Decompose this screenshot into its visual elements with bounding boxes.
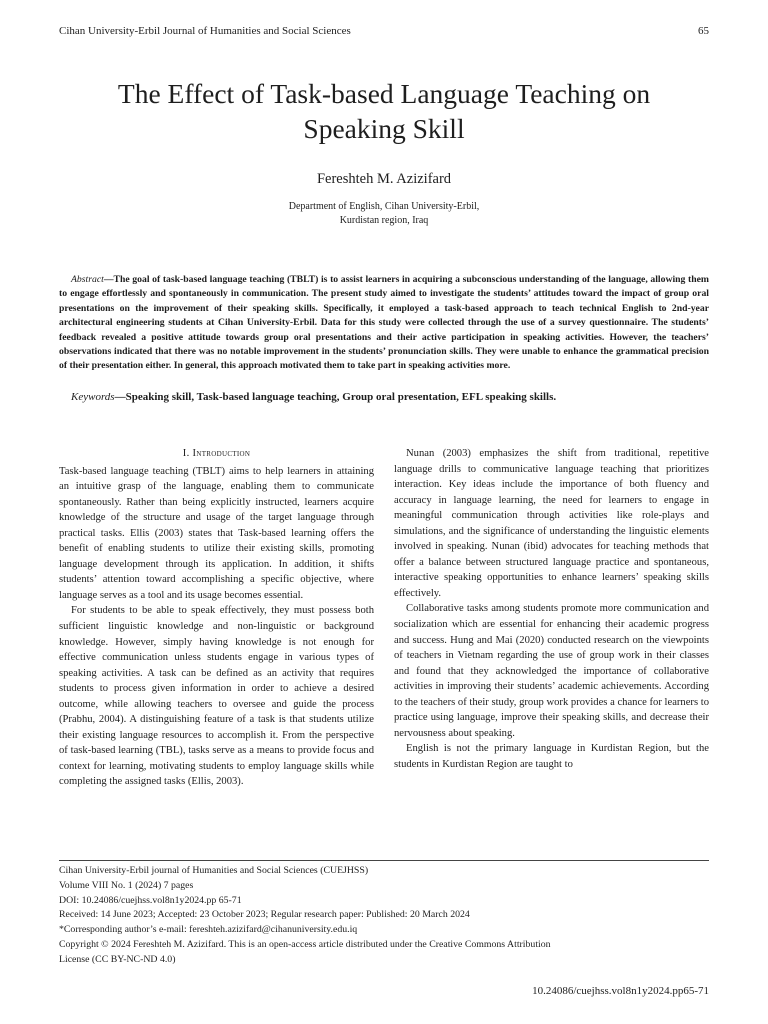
footer-info xyxy=(59,864,709,968)
paragraph: English is not the primary language in Kurdistan Region, but the students in Kurdistan Region are taught to xyxy=(394,743,709,770)
footer-line: Volume VIII No. 1 (2024) 7 pages xyxy=(59,879,194,891)
footer-dates: Received: 14 June 2023; Accepted: 23 October 2023; Regular research paper: Published: 20 March 2024 xyxy=(59,909,470,921)
footer-line: Cihan University-Erbil journal of Humanities and Social Sciences (CUEJHSS) xyxy=(59,865,369,876)
title-line-2: Speaking Skill xyxy=(303,113,465,144)
footer-doi: DOI: 10.24086/cuejhss.vol8n1y2024.pp 65-71 xyxy=(59,894,242,906)
left-column xyxy=(59,446,374,790)
page-number: 65 xyxy=(698,25,709,37)
running-header xyxy=(59,25,709,37)
footer-divider xyxy=(59,860,709,861)
footer-license: License (CC BY-NC-ND 4.0) xyxy=(59,953,176,965)
abstract-lead: Abstract xyxy=(71,274,104,285)
abstract xyxy=(59,273,709,374)
title-line-1: The Effect of Task-based Language Teaching on xyxy=(117,78,651,109)
author-name: Fereshteh M. Azizifard xyxy=(316,171,452,187)
footer-copyright: Copyright © 2024 Fereshteh M. Azizifard. This is an open-access article distributed under the Creative Commons Attribution xyxy=(59,938,551,950)
doi-bottom: 10.24086/cuejhss.vol8n1y2024.pp65-71 xyxy=(532,985,709,997)
keywords-text: —Speaking skill, Task-based language teaching, Group oral presentation, EFL speaking skills. xyxy=(114,391,557,403)
journal-name: Cihan University-Erbil Journal of Humanities and Social Sciences xyxy=(59,25,351,37)
paragraph: For students to be able to speak effectively, they must possess both sufficient linguistic knowledge and non-linguistic or background knowledge. However, simply having knowledge is not enough for effective communication unless students engage in various types of speaking activities. A task can be defined as an activity that requires students to process given information in order to achieve a desired outcome, while allowing teachers to oversee and guide the process (Prabhu, 2004). A distinguishing feature of a task is that students utilize their existing language resources to accomplish it. From the perspective of task-based learning (TBL), tasks serve as a means to provide focus and context for learning, motivating students to employ language skills while completing the assigned tasks (Ellis, 2003). xyxy=(59,605,374,788)
footer-email: *Corresponding author’s e-mail: fereshteh.azizifard@cihanuniversity.edu.iq xyxy=(59,924,358,936)
affiliation-line-2: Kurdistan region, Iraq xyxy=(339,214,429,226)
paper-title xyxy=(40,76,728,146)
paragraph: Nunan (2003) emphasizes the shift from traditional, repetitive language drills to communicative language teaching that prioritizes interaction. Key ideas include the importance of both fluency and accuracy in language learning, the need for learners to engage in meaningful communication through activities like role-plays and simulations, and the significance of understanding the linguistic elements involved in speaking. Nunan (ibid) advocates for teaching methods that offer a balance between structured language practice and spontaneous, interactive speaking opportunities to enhance learners’ speaking skills effectively. xyxy=(394,448,709,599)
paragraph: Task-based language teaching (TBLT) aims to help learners in attaining an intuitive grasp of the language, enabling them to communicate spontaneously. Rather than being explicitly instructed, learners acquire knowledge of the structure and usage of the target language through practical tasks. Ellis (2003) states that Task-based learning offers the benefit of enabling students to utilize their existing skills, promoting language development through its application. In addition, it shifts students’ attention toward accomplishing a specific objective, where language serves as a tool and its usage becomes essential. xyxy=(59,465,374,601)
section-heading: I. Introduction xyxy=(182,448,251,459)
paragraph: Collaborative tasks among students promote more communication and socialization which are essential for enhancing their academic progress and success. Hung and Mai (2020) conducted research on the viewpoints of teachers in Vietnam regarding the use of group work in their classes and found that they acknowledged the importance of collaborative activities in improving their students’ academic achievements. According to the teachers of their study, group work provides a chance for learners to practice using language, improve their speaking skills, and decrease their nervousness about speaking. xyxy=(394,603,709,739)
keywords xyxy=(59,391,709,403)
affiliation-line-1: Department of English, Cihan University-Erbil, xyxy=(288,201,480,212)
affiliation xyxy=(0,200,768,227)
abstract-text: —The goal of task-based language teaching (TBLT) is to assist learners in acquiring a subconscious understanding of the language, allowing them to engage effortlessly and spontaneously in communication. The present study aimed to investigate the students’ attitudes toward the impact of group oral presentations on the improvement of their speaking skills. Specifically, it employed a task-based approach to teach technical English to 2nd-year architectural engineering students at Cihan University-Erbil. Data for this study were collected through the use of a survey questionnaire. The students’ feedback revealed a positive attitude towards group oral presentations and their active participation in speaking activities. However, the teachers’ observations indicated that there was no notable improvement in the students’ pronunciation skills. They were unable to enhance the grammatical precision of their presentation either. In general, this approach motivated them to take part in speaking activities more. xyxy=(59,274,709,372)
keywords-lead: Keywords xyxy=(71,391,115,403)
right-column xyxy=(394,446,709,772)
